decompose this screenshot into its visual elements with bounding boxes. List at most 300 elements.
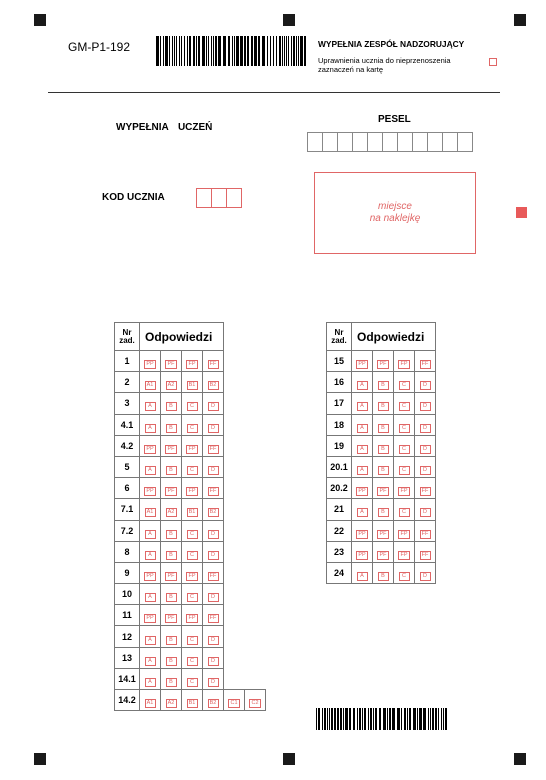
answer-option-box[interactable]: C [399, 402, 410, 411]
answer-option-box[interactable]: A [145, 466, 156, 475]
task-number: 18 [327, 414, 352, 435]
answer-option-cell [203, 372, 224, 393]
exam-code: GM-P1-192 [68, 40, 131, 54]
answer-option-cell [203, 351, 224, 372]
answer-option-cell [161, 372, 182, 393]
answer-option-cell [161, 414, 182, 435]
answer-option-cell [182, 435, 203, 456]
answer-option-cell [161, 605, 182, 626]
answer-option-box[interactable]: FP [400, 551, 408, 558]
answer-row [327, 520, 436, 541]
answer-option-box[interactable]: A [357, 572, 368, 581]
answer-option-cell [182, 562, 203, 583]
answer-option-cell [352, 372, 373, 393]
answer-option-box[interactable]: B2 [208, 381, 219, 390]
answer-option-cell [182, 605, 203, 626]
answer-option-box[interactable]: B [378, 381, 389, 390]
answer-option-box[interactable]: C [399, 424, 410, 433]
task-number: 7.1 [115, 499, 140, 520]
answer-option-cell [394, 414, 415, 435]
empty-cell [224, 372, 245, 393]
answer-option-box[interactable]: A [357, 402, 368, 411]
answer-option-box[interactable]: B [166, 593, 177, 602]
answer-option-box[interactable]: PF [379, 530, 387, 537]
answer-option-box[interactable]: B1 [187, 508, 198, 517]
answer-option-cell [415, 372, 436, 393]
answer-option-cell [182, 372, 203, 393]
answer-row [327, 541, 436, 562]
task-number: 10 [115, 584, 140, 605]
answer-option-box[interactable]: A1 [145, 508, 156, 517]
student-code-box[interactable] [211, 188, 227, 208]
answer-option-box[interactable]: FP [400, 530, 408, 537]
empty-cell [245, 414, 266, 435]
answer-option-box[interactable]: C [187, 424, 198, 433]
answer-option-box[interactable]: FF [420, 530, 431, 539]
answer-option-box[interactable]: D [208, 636, 219, 645]
answer-option-box[interactable]: PP [358, 530, 366, 537]
answer-option-cell [415, 478, 436, 499]
answer-option-cell [161, 351, 182, 372]
answer-option-cell [203, 647, 224, 668]
answer-option-cell [373, 478, 394, 499]
answer-option-box[interactable]: C [399, 445, 410, 454]
answer-option-cell [182, 584, 203, 605]
sticker-label-line1: miejsce [378, 201, 412, 212]
answer-option-box[interactable]: A2 [166, 381, 177, 390]
answer-row [115, 351, 266, 372]
answer-option-box[interactable]: FF [208, 614, 219, 623]
answer-option-box[interactable]: B [378, 445, 389, 454]
answer-option-cell [352, 520, 373, 541]
empty-cell [224, 605, 245, 626]
student-code-boxes [196, 188, 241, 208]
answer-option-box[interactable]: D [420, 572, 431, 581]
header-answers: Odpowiedzi [140, 323, 224, 351]
answer-option-cell [373, 351, 394, 372]
answer-row [327, 372, 436, 393]
pesel-digit-box[interactable] [352, 132, 368, 152]
task-number: 12 [115, 626, 140, 647]
answer-option-box[interactable]: PP [146, 488, 154, 495]
answer-option-box[interactable]: B1 [187, 699, 198, 708]
pesel-boxes [307, 132, 472, 152]
answer-option-cell [140, 435, 161, 456]
answer-row [115, 605, 266, 626]
answer-option-box[interactable]: C [187, 678, 198, 687]
answer-option-cell [161, 520, 182, 541]
answer-option-box[interactable]: B [166, 466, 177, 475]
answer-option-box[interactable]: PP [358, 361, 366, 368]
answer-option-box[interactable]: B [378, 402, 389, 411]
answer-option-box[interactable]: A [145, 593, 156, 602]
pesel-digit-box[interactable] [427, 132, 443, 152]
answer-option-box[interactable]: FP [400, 488, 408, 495]
empty-cell [245, 562, 266, 583]
answer-option-cell [373, 414, 394, 435]
answer-option-box[interactable]: C1 [230, 700, 238, 707]
task-number: 20.2 [327, 478, 352, 499]
answer-option-cell [394, 393, 415, 414]
answer-option-cell [373, 435, 394, 456]
answer-option-box[interactable]: C [399, 466, 410, 475]
answer-option-box[interactable]: PP [358, 488, 366, 495]
answer-option-cell [182, 626, 203, 647]
answer-option-cell [140, 478, 161, 499]
answer-option-cell [203, 456, 224, 477]
answer-option-cell [182, 393, 203, 414]
answer-option-cell [352, 393, 373, 414]
answer-option-box[interactable]: B [378, 424, 389, 433]
answer-option-box[interactable]: B [166, 530, 177, 539]
answer-option-cell [161, 647, 182, 668]
answer-option-box[interactable]: D [208, 551, 219, 560]
answer-option-cell [394, 541, 415, 562]
answer-option-cell [415, 520, 436, 541]
task-number: 1 [115, 351, 140, 372]
answer-option-cell [352, 499, 373, 520]
table-header-row [327, 323, 436, 351]
student-code-box[interactable] [196, 188, 212, 208]
empty-cell [245, 584, 266, 605]
answer-option-cell [245, 690, 266, 711]
answer-option-box[interactable]: B2 [208, 508, 219, 517]
answer-option-cell [415, 562, 436, 583]
supervisor-checkbox[interactable] [489, 58, 497, 66]
pesel-digit-box[interactable] [457, 132, 473, 152]
answer-option-cell [182, 541, 203, 562]
empty-cell [224, 351, 245, 372]
empty-cell [224, 626, 245, 647]
answer-option-box[interactable]: FF [208, 572, 219, 581]
answer-option-box[interactable]: PP [358, 551, 366, 558]
pesel-digit-box[interactable] [397, 132, 413, 152]
answer-option-box[interactable]: PF [379, 551, 387, 558]
registration-marker-top-center [283, 14, 295, 26]
answer-option-box[interactable]: FF [208, 360, 219, 369]
answer-option-box[interactable]: C2 [251, 700, 259, 707]
empty-cell [245, 626, 266, 647]
answer-option-cell [373, 499, 394, 520]
answer-option-cell [161, 456, 182, 477]
answer-option-cell [182, 690, 203, 711]
answer-option-box[interactable]: A [145, 678, 156, 687]
pesel-digit-box[interactable] [322, 132, 338, 152]
answer-option-cell [140, 626, 161, 647]
answer-option-box[interactable]: D [420, 508, 431, 517]
answer-option-box[interactable]: D [208, 424, 219, 433]
empty-cell [245, 323, 266, 351]
answer-option-box[interactable]: B2 [208, 699, 219, 708]
supervisor-note: Uprawnienia ucznia do nieprzenoszenia zaznaczeń na kartę [318, 56, 451, 74]
empty-cell [245, 520, 266, 541]
answer-option-box[interactable]: A [357, 445, 368, 454]
answer-row [327, 414, 436, 435]
answer-option-box[interactable]: C [399, 572, 410, 581]
answer-option-cell [352, 351, 373, 372]
task-number: 22 [327, 520, 352, 541]
answer-row [115, 562, 266, 583]
answer-option-cell [203, 541, 224, 562]
answer-option-box[interactable]: D [208, 530, 219, 539]
answer-option-cell [352, 414, 373, 435]
empty-cell [224, 435, 245, 456]
answer-option-cell [140, 520, 161, 541]
empty-cell [224, 393, 245, 414]
answer-option-box[interactable]: D [420, 381, 431, 390]
answer-option-cell [203, 499, 224, 520]
answer-option-box[interactable]: A2 [166, 508, 177, 517]
task-number: 23 [327, 541, 352, 562]
answer-option-box[interactable]: A [357, 424, 368, 433]
registration-marker-bottom-right [514, 753, 526, 765]
answer-option-cell [352, 541, 373, 562]
answer-option-cell [140, 414, 161, 435]
answer-option-box[interactable]: FF [420, 360, 431, 369]
answer-option-cell [182, 668, 203, 689]
answer-option-box[interactable]: D [420, 466, 431, 475]
answer-option-box[interactable]: B [166, 424, 177, 433]
empty-cell [245, 668, 266, 689]
answer-option-box[interactable]: D [208, 678, 219, 687]
answer-option-box[interactable]: A [145, 402, 156, 411]
answer-option-cell [415, 414, 436, 435]
answer-option-cell [373, 372, 394, 393]
answer-option-box[interactable]: C [187, 593, 198, 602]
answer-option-cell [140, 562, 161, 583]
empty-cell [224, 478, 245, 499]
student-code-label: KOD UCZNIA [102, 192, 165, 203]
answer-option-box[interactable]: B1 [187, 381, 198, 390]
answer-option-cell [203, 605, 224, 626]
barcode-bar [447, 708, 448, 730]
answer-option-box[interactable]: A1 [145, 381, 156, 390]
barcode-bar [304, 36, 306, 66]
answer-option-cell [140, 605, 161, 626]
answer-option-box[interactable]: FF [208, 487, 219, 496]
answer-option-cell [203, 478, 224, 499]
answer-option-box[interactable]: PF [167, 615, 175, 622]
answer-row [115, 393, 266, 414]
empty-cell [224, 414, 245, 435]
answer-row [115, 478, 266, 499]
answer-option-box[interactable]: A [145, 636, 156, 645]
empty-cell [224, 456, 245, 477]
answer-option-box[interactable]: D [208, 402, 219, 411]
answer-option-cell [140, 456, 161, 477]
answer-option-cell [140, 499, 161, 520]
sticker-area [314, 172, 476, 254]
answer-row [115, 435, 266, 456]
answer-option-box[interactable]: A2 [166, 699, 177, 708]
answer-option-cell [224, 690, 245, 711]
answer-row [115, 626, 266, 647]
answer-option-cell [415, 393, 436, 414]
answer-option-cell [161, 690, 182, 711]
answer-option-box[interactable]: D [208, 593, 219, 602]
answer-option-box[interactable]: PP [146, 445, 154, 452]
answer-option-box[interactable]: PF [167, 361, 175, 368]
answer-option-box[interactable]: A [145, 530, 156, 539]
answer-row [327, 562, 436, 583]
answer-row [327, 435, 436, 456]
answer-option-box[interactable]: A [145, 657, 156, 666]
answer-option-cell [140, 541, 161, 562]
empty-cell [245, 456, 266, 477]
task-number: 4.2 [115, 435, 140, 456]
barcode-bottom [316, 708, 448, 730]
answer-option-cell [161, 499, 182, 520]
empty-cell [245, 647, 266, 668]
answer-row [327, 456, 436, 477]
answer-option-cell [203, 690, 224, 711]
answer-row [115, 668, 266, 689]
answer-option-cell [415, 456, 436, 477]
task-number: 21 [327, 499, 352, 520]
answer-option-cell [203, 562, 224, 583]
pesel-digit-box[interactable] [337, 132, 353, 152]
answer-option-box[interactable]: A [145, 424, 156, 433]
answer-row [115, 647, 266, 668]
answer-option-box[interactable]: PF [379, 488, 387, 495]
answer-option-box[interactable]: B [378, 572, 389, 581]
answer-option-cell [140, 584, 161, 605]
pesel-digit-box[interactable] [307, 132, 323, 152]
answer-option-box[interactable]: PF [167, 445, 175, 452]
answer-option-cell [352, 562, 373, 583]
answer-option-box[interactable]: FP [188, 361, 196, 368]
task-number: 13 [115, 647, 140, 668]
answer-option-box[interactable]: A1 [145, 699, 156, 708]
answer-option-box[interactable]: C [187, 530, 198, 539]
empty-cell [245, 541, 266, 562]
answer-option-box[interactable]: A [145, 551, 156, 560]
answer-option-box[interactable]: D [420, 445, 431, 454]
answer-option-box[interactable]: PF [167, 572, 175, 579]
task-number: 8 [115, 541, 140, 562]
answer-option-cell [373, 393, 394, 414]
answer-option-box[interactable]: C [399, 381, 410, 390]
empty-cell [224, 647, 245, 668]
answer-option-box[interactable]: B [378, 508, 389, 517]
answer-row [115, 690, 266, 711]
answer-option-cell [203, 393, 224, 414]
supervisor-title: WYPEŁNIA ZESPÓŁ NADZORUJĄCY [318, 39, 465, 49]
answer-option-box[interactable]: FF [208, 445, 219, 454]
answer-option-cell [394, 499, 415, 520]
answer-option-box[interactable]: FP [188, 488, 196, 495]
answer-option-box[interactable]: C [187, 636, 198, 645]
pesel-digit-box[interactable] [442, 132, 458, 152]
answer-option-box[interactable]: FP [188, 615, 196, 622]
header-divider [48, 92, 500, 93]
answer-row [327, 499, 436, 520]
answer-option-box[interactable]: B [166, 636, 177, 645]
answer-option-cell [203, 668, 224, 689]
student-code-box[interactable] [226, 188, 242, 208]
answer-row [115, 414, 266, 435]
header-nr-line2: zad. [331, 335, 347, 345]
answer-option-box[interactable]: D [420, 402, 431, 411]
answer-option-box[interactable]: FP [188, 445, 196, 452]
answer-option-box[interactable]: C [399, 508, 410, 517]
answer-option-box[interactable]: A [357, 466, 368, 475]
answer-option-cell [161, 393, 182, 414]
task-number: 19 [327, 435, 352, 456]
answer-option-box[interactable]: D [420, 424, 431, 433]
answer-option-box[interactable]: B [166, 402, 177, 411]
answer-option-box[interactable]: B [166, 657, 177, 666]
answer-option-box[interactable]: FP [400, 361, 408, 368]
answer-option-cell [203, 520, 224, 541]
answer-option-box[interactable]: B [166, 551, 177, 560]
task-number: 14.2 [115, 690, 140, 711]
pesel-digit-box[interactable] [367, 132, 383, 152]
task-number: 6 [115, 478, 140, 499]
task-number: 2 [115, 372, 140, 393]
header-nr-line2: zad. [119, 335, 135, 345]
student-fill-label: WYPEŁNIA UCZEŃ [116, 122, 213, 133]
task-number: 24 [327, 562, 352, 583]
answer-option-box[interactable]: C [187, 402, 198, 411]
task-number: 17 [327, 393, 352, 414]
task-number: 15 [327, 351, 352, 372]
answer-option-box[interactable]: FP [188, 572, 196, 579]
answer-option-cell [182, 499, 203, 520]
header-answers: Odpowiedzi [352, 323, 436, 351]
answer-option-box[interactable]: D [208, 657, 219, 666]
answer-option-box[interactable]: B [378, 466, 389, 475]
answer-option-box[interactable]: C [187, 466, 198, 475]
empty-cell [245, 435, 266, 456]
answer-option-box[interactable]: PP [146, 615, 154, 622]
answer-option-cell [140, 690, 161, 711]
answer-option-box[interactable]: PP [146, 361, 154, 368]
answer-option-box[interactable]: PP [146, 572, 154, 579]
table-header-row [115, 323, 266, 351]
answer-option-box[interactable]: A [357, 381, 368, 390]
task-number: 5 [115, 456, 140, 477]
pesel-digit-box[interactable] [382, 132, 398, 152]
task-number: 4.1 [115, 414, 140, 435]
answer-option-cell [182, 414, 203, 435]
answer-option-cell [140, 668, 161, 689]
registration-marker-red [516, 207, 527, 218]
answer-option-cell [352, 435, 373, 456]
answer-option-cell [394, 372, 415, 393]
task-number: 11 [115, 605, 140, 626]
answer-option-box[interactable]: D [208, 466, 219, 475]
answer-row [115, 456, 266, 477]
answer-row [115, 499, 266, 520]
header-nr-line1: Nr [122, 327, 132, 337]
answer-option-cell [373, 541, 394, 562]
answer-row [115, 584, 266, 605]
answer-option-box[interactable]: FF [420, 487, 431, 496]
task-number: 3 [115, 393, 140, 414]
answer-option-box[interactable]: C [187, 551, 198, 560]
pesel-digit-box[interactable] [412, 132, 428, 152]
answer-option-box[interactable]: PF [379, 361, 387, 368]
answer-option-cell [394, 351, 415, 372]
answer-option-box[interactable]: B [166, 678, 177, 687]
answer-option-box[interactable]: FF [420, 551, 431, 560]
answer-option-cell [161, 626, 182, 647]
answer-option-box[interactable]: C [187, 657, 198, 666]
answer-option-cell [140, 372, 161, 393]
answer-option-box[interactable]: PF [167, 488, 175, 495]
answer-option-box[interactable]: A [357, 508, 368, 517]
